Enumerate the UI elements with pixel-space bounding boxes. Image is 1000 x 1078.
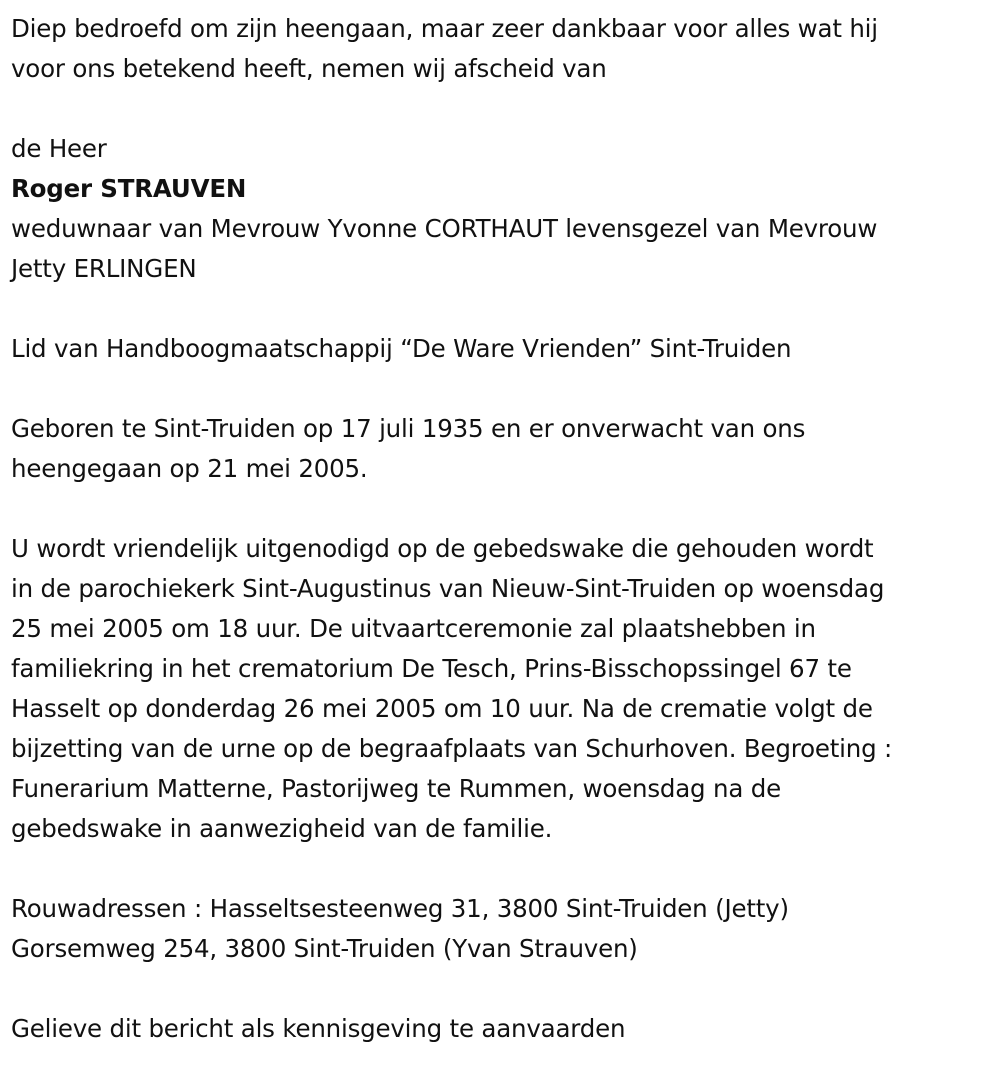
- deceased-name: Roger STRAUVEN: [11, 174, 247, 203]
- spacer: [11, 289, 1000, 329]
- membership-line: Lid van Handboogmaatschappij “De Ware Vrienden” Sint-Truiden: [11, 334, 792, 363]
- spacer: [11, 369, 1000, 409]
- closing-line: Gelieve dit bericht als kennisgeving te aanvaarden: [11, 1014, 626, 1043]
- ceremony-line: U wordt vriendelijk uitgenodigd op de gebedswake die gehouden wordt: [11, 534, 874, 563]
- honorific: de Heer: [11, 134, 107, 163]
- relations-paragraph: [11, 209, 1000, 289]
- intro-paragraph: [11, 9, 1000, 89]
- address-line: Rouwadressen : Hasseltsesteenweg 31, 3800 Sint-Truiden (Jetty): [11, 894, 789, 923]
- intro-line: voor ons betekend heeft, nemen wij afscheid van: [11, 54, 607, 83]
- ceremony-line: Funerarium Matterne, Pastorijweg te Rummen, woensdag na de: [11, 774, 781, 803]
- ceremony-line: Hasselt op donderdag 26 mei 2005 om 10 uur. Na de crematie volgt de: [11, 694, 873, 723]
- relations-line: Jetty ERLINGEN: [11, 254, 197, 283]
- ceremony-line: 25 mei 2005 om 18 uur. De uitvaartceremonie zal plaatshebben in: [11, 614, 816, 643]
- birth-death-paragraph: [11, 409, 1000, 489]
- birth-death-line: Geboren te Sint-Truiden op 17 juli 1935 en er onverwacht van ons: [11, 414, 806, 443]
- spacer: [11, 489, 1000, 529]
- spacer: [11, 969, 1000, 1009]
- ceremony-line: gebedswake in aanwezigheid van de familie.: [11, 814, 553, 843]
- birth-death-line: heengegaan op 21 mei 2005.: [11, 454, 368, 483]
- ceremony-line: bijzetting van de urne op de begraafplaats van Schurhoven. Begroeting :: [11, 734, 893, 763]
- address-line: Gorsemweg 254, 3800 Sint-Truiden (Yvan Strauven): [11, 934, 638, 963]
- ceremony-paragraph: [11, 529, 1000, 849]
- intro-line: Diep bedroefd om zijn heengaan, maar zeer dankbaar voor alles wat hij: [11, 14, 878, 43]
- ceremony-line: in de parochiekerk Sint-Augustinus van Nieuw-Sint-Truiden op woensdag: [11, 574, 885, 603]
- spacer: [11, 89, 1000, 129]
- ceremony-line: familiekring in het crematorium De Tesch, Prins-Bisschopssingel 67 te: [11, 654, 852, 683]
- spacer: [11, 849, 1000, 889]
- addresses-paragraph: [11, 889, 1000, 969]
- relations-line: weduwnaar van Mevrouw Yvonne CORTHAUT levensgezel van Mevrouw: [11, 214, 878, 243]
